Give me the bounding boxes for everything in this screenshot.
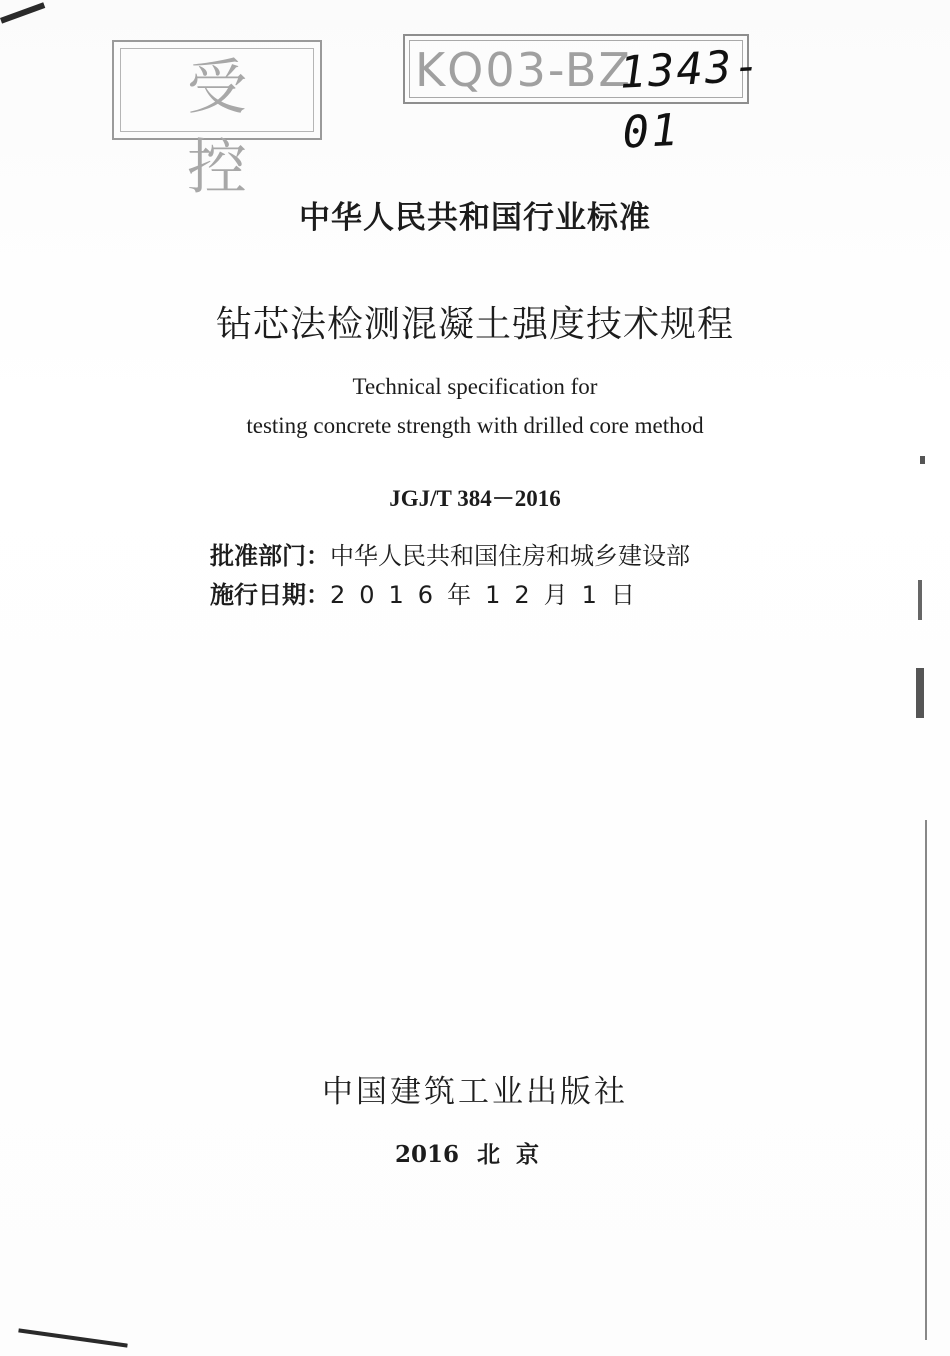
approval-department-line <box>210 541 690 571</box>
effective-date-value: 2016年12月1日 <box>330 581 649 609</box>
scan-artifact <box>920 456 925 464</box>
document-number-stamp <box>403 34 764 159</box>
controlled-stamp <box>112 40 322 203</box>
scan-artifact <box>925 820 927 1340</box>
title-english-line-1: Technical specification for <box>352 374 598 399</box>
effective-date-line <box>210 580 649 610</box>
scan-artifact <box>916 668 924 718</box>
publication-year-place <box>0 1136 950 1169</box>
approval-label: 批准部门： <box>210 542 330 570</box>
publication-city: 北京 <box>477 1141 555 1168</box>
publication-year: 2016 <box>394 1141 459 1168</box>
document-number-printed: KQ03-BZ <box>415 43 632 97</box>
scan-artifact <box>0 2 45 23</box>
approval-value: 中华人民共和国住房和城乡建设部 <box>330 542 690 570</box>
standard-code: JGJ/T 384－2016 <box>389 486 561 511</box>
scan-artifact <box>918 580 922 620</box>
standard-type-heading: 中华人民共和国行业标准 <box>299 200 651 236</box>
publisher-name: 中国建筑工业出版社 <box>322 1074 628 1110</box>
controlled-stamp-text: 受 控 <box>187 53 307 203</box>
scan-artifact <box>18 1328 127 1347</box>
effective-date-label: 施行日期： <box>210 581 330 609</box>
title-chinese: 钻芯法检测混凝土强度技术规程 <box>215 304 734 345</box>
title-english-line-2: testing concrete strength with drilled core method <box>246 413 704 438</box>
document-number-handwritten: 1343-01 <box>618 40 764 159</box>
